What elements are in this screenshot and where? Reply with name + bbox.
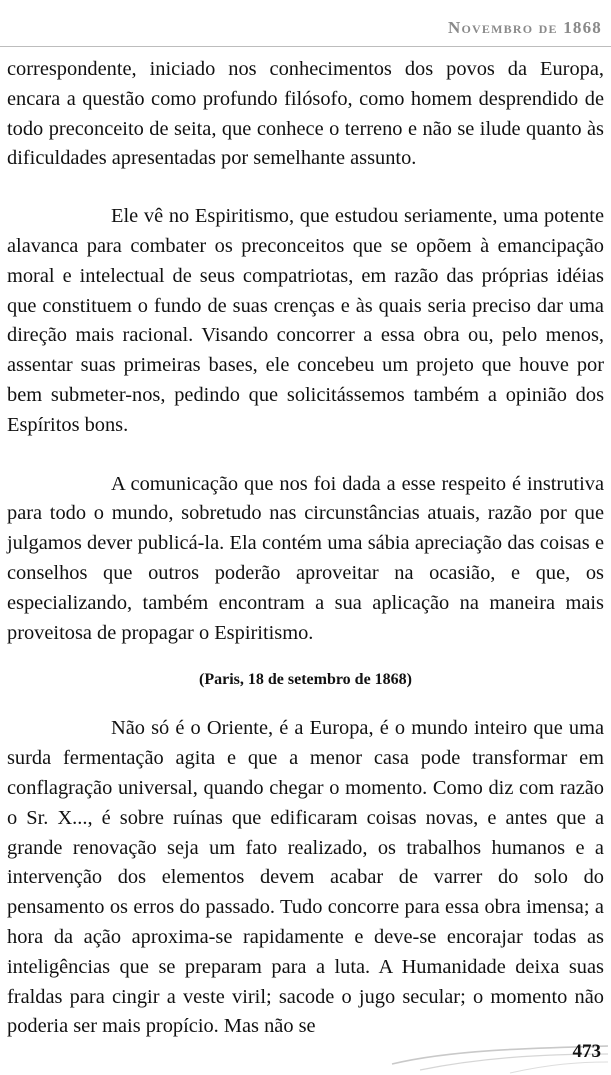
dateline: (Paris, 18 de setembro de 1868): [199, 671, 412, 689]
paragraph-4: Não só é o Oriente, é a Europa, é o mundo inteiro que uma surda fermentação agita e que a menor casa pode transformar em conflagração universal, quando chegar o momento. Como diz com razão o Sr. X..., é sobre ruínas que edificaram coisas novas, e antes que a grande renovação seja um fato realizado, os trabalhos humanos e a intervenção dos elementos devem acabar de varrer do solo do pensamento os erros do passado. Tudo concorre para essa obra imensa; a hora da ação aproxima-se rapidamente e deve-se encorajar todas as inteligências que se preparam para a luta. A Humanidade deixa suas fraldas para cingir a veste viril; sacode o jugo secular; o momento não poderia ser mais propício. Mas não se: [7, 717, 604, 1038]
header-rule: [0, 46, 611, 47]
paragraph-1: correspondente, iniciado nos conhecimentos dos povos da Europa, encara a questão como profundo filósofo, como homem desprendido de todo preconceito de seita, que conhece o terreno e não se ilude quanto às dificuldades apresentadas por semelhante assunto.: [7, 58, 604, 170]
page-number: 473: [572, 1041, 601, 1062]
paragraph-2: Ele vê no Espiritismo, que estudou seriamente, uma potente alavanca para combater os preconceitos que se opõem à emancipação moral e intelectual de seus compatriotas, em razão das próprias idéias que constituem o fundo de suas crenças e às quais seria preciso dar uma direção mais racional. Visando concorrer a essa obra ou, pelo menos, assentar suas primeiras bases, ele concebeu um projeto que houve por bem submeter-nos, pedindo que solicitássemos também a opinião dos Espíritos bons.: [7, 205, 604, 436]
paragraph-3: A comunicação que nos foi dada a esse respeito é instrutiva para todo o mundo, sobretudo nas circunstâncias atuais, razão por que julgamos dever publicá-la. Ela contém uma sábia apreciação das coisas e conselhos que outros poderão aproveitar na ocasião, e que, os especializando, também encontram a sua aplicação na maneira mais proveitosa de propagar o Espiritismo.: [7, 472, 604, 644]
page-body: [7, 55, 604, 1042]
running-header: Novembro de 1868: [448, 18, 602, 37]
